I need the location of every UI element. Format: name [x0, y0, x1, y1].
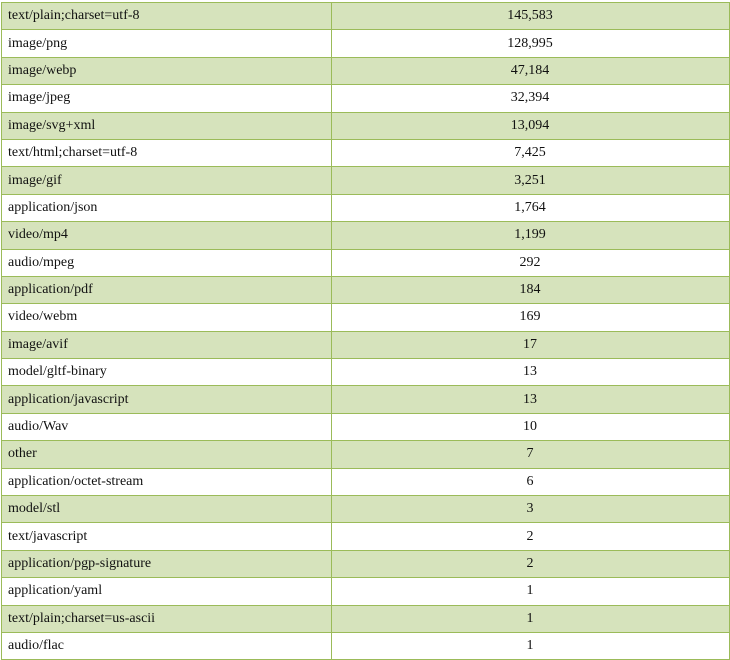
- content-type-cell: model/gltf-binary: [2, 359, 332, 386]
- table-row: [2, 249, 730, 276]
- table-row: [2, 441, 730, 468]
- count-cell: 7: [332, 441, 730, 468]
- content-type-cell: audio/Wav: [2, 413, 332, 440]
- table-row: [2, 167, 730, 194]
- content-type-cell: application/pdf: [2, 276, 332, 303]
- content-type-cell: audio/flac: [2, 632, 332, 659]
- count-cell: 1: [332, 578, 730, 605]
- count-cell: 1,199: [332, 222, 730, 249]
- count-cell: 184: [332, 276, 730, 303]
- table-row: [2, 194, 730, 221]
- table-row: [2, 331, 730, 358]
- count-cell: 7,425: [332, 139, 730, 166]
- count-cell: 128,995: [332, 30, 730, 57]
- count-cell: 1: [332, 632, 730, 659]
- table-row: [2, 578, 730, 605]
- content-type-cell: text/plain;charset=utf-8: [2, 3, 332, 30]
- count-cell: 47,184: [332, 57, 730, 84]
- table-row: [2, 523, 730, 550]
- content-type-cell: image/webp: [2, 57, 332, 84]
- count-cell: 2: [332, 523, 730, 550]
- table-row: [2, 139, 730, 166]
- table-row: [2, 3, 730, 30]
- content-type-cell: other: [2, 441, 332, 468]
- content-type-cell: image/jpeg: [2, 85, 332, 112]
- content-type-cell: application/octet-stream: [2, 468, 332, 495]
- table-row: [2, 386, 730, 413]
- count-cell: 292: [332, 249, 730, 276]
- content-type-cell: application/javascript: [2, 386, 332, 413]
- content-type-cell: video/mp4: [2, 222, 332, 249]
- content-type-cell: text/javascript: [2, 523, 332, 550]
- count-cell: 2: [332, 550, 730, 577]
- content-type-table: [1, 2, 730, 660]
- count-cell: 1,764: [332, 194, 730, 221]
- content-type-cell: image/png: [2, 30, 332, 57]
- content-type-cell: video/webm: [2, 304, 332, 331]
- content-type-cell: image/gif: [2, 167, 332, 194]
- count-cell: 13: [332, 386, 730, 413]
- table-row: [2, 413, 730, 440]
- count-cell: 1: [332, 605, 730, 632]
- count-cell: 13,094: [332, 112, 730, 139]
- content-type-cell: text/html;charset=utf-8: [2, 139, 332, 166]
- table-row: [2, 222, 730, 249]
- table-row: [2, 276, 730, 303]
- table-body: [2, 3, 730, 660]
- count-cell: 145,583: [332, 3, 730, 30]
- table-row: [2, 85, 730, 112]
- count-cell: 13: [332, 359, 730, 386]
- table-row: [2, 30, 730, 57]
- count-cell: 3: [332, 496, 730, 523]
- table-row: [2, 468, 730, 495]
- content-type-cell: text/plain;charset=us-ascii: [2, 605, 332, 632]
- table-row: [2, 57, 730, 84]
- table-row: [2, 496, 730, 523]
- content-type-cell: application/pgp-signature: [2, 550, 332, 577]
- count-cell: 32,394: [332, 85, 730, 112]
- content-type-cell: application/json: [2, 194, 332, 221]
- content-type-cell: audio/mpeg: [2, 249, 332, 276]
- table-row: [2, 550, 730, 577]
- content-type-cell: model/stl: [2, 496, 332, 523]
- content-type-cell: image/avif: [2, 331, 332, 358]
- table-row: [2, 632, 730, 659]
- content-type-cell: image/svg+xml: [2, 112, 332, 139]
- count-cell: 6: [332, 468, 730, 495]
- count-cell: 10: [332, 413, 730, 440]
- content-type-cell: application/yaml: [2, 578, 332, 605]
- table-row: [2, 359, 730, 386]
- table-row: [2, 112, 730, 139]
- count-cell: 17: [332, 331, 730, 358]
- count-cell: 169: [332, 304, 730, 331]
- table-row: [2, 304, 730, 331]
- table-row: [2, 605, 730, 632]
- count-cell: 3,251: [332, 167, 730, 194]
